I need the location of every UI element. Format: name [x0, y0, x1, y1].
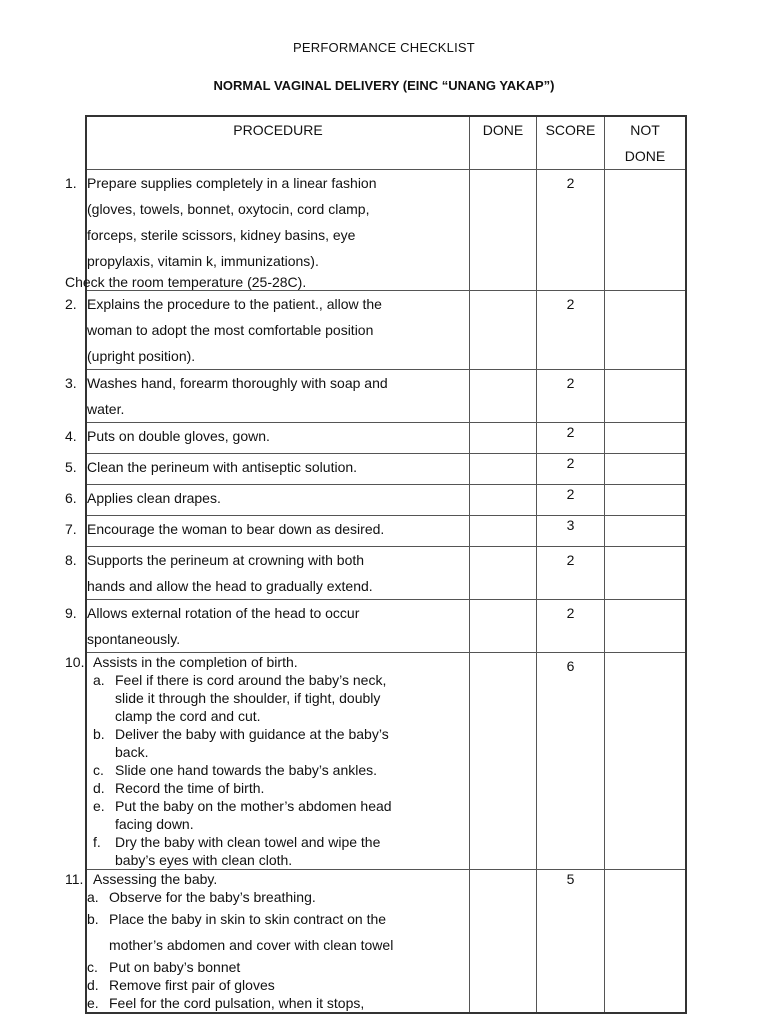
not-done-line-2: DONE — [624, 148, 666, 164]
score-cell: 3 — [537, 516, 605, 547]
not-done-cell[interactable] — [605, 600, 687, 653]
column-header-score: SCORE — [537, 116, 605, 170]
step-text: propylaxis, vitamin k, immunizations). — [87, 253, 319, 269]
sub-step: d. Record the time of birth. — [93, 780, 265, 796]
done-cell[interactable] — [470, 600, 537, 653]
table-row — [86, 653, 686, 870]
step-number: 11. — [65, 871, 84, 887]
procedure-cell — [65, 291, 470, 370]
not-done-cell[interactable] — [605, 291, 687, 370]
score-cell: 2 — [537, 423, 605, 454]
table-header-row — [86, 116, 686, 170]
table-row — [86, 870, 686, 1014]
step-number: 2. — [65, 296, 77, 312]
sub-step-list — [49, 888, 469, 1012]
step-text: Assists in the completion of birth. — [93, 654, 298, 670]
score-cell: 2 — [537, 170, 605, 291]
sub-step: a. Observe for the baby’s breathing. — [87, 889, 316, 905]
score-cell: 2 — [537, 600, 605, 653]
step-text: spontaneously. — [87, 631, 181, 647]
step-number: 5. — [65, 459, 77, 475]
procedure-cell — [65, 870, 470, 1014]
score-cell: 5 — [537, 870, 605, 1014]
score-cell: 2 — [537, 370, 605, 423]
column-header-procedure: PROCEDURE — [86, 116, 470, 170]
table-row — [86, 454, 686, 485]
procedure-cell — [65, 454, 470, 485]
done-cell[interactable] — [470, 170, 537, 291]
step-number: 8. — [65, 552, 77, 568]
step-number: 7. — [65, 521, 77, 537]
step-number: 3. — [65, 375, 77, 391]
score-cell: 2 — [537, 291, 605, 370]
step-text: (gloves, towels, bonnet, oxytocin, cord clamp, — [87, 201, 370, 217]
table-row — [86, 485, 686, 516]
done-cell[interactable] — [470, 454, 537, 485]
table-row — [86, 423, 686, 454]
step-text: water. — [87, 401, 125, 417]
step-text: hands and allow the head to gradually extend. — [87, 578, 373, 594]
step-text: Supports the perineum at crowning with both — [87, 552, 365, 568]
not-done-cell[interactable] — [605, 170, 687, 291]
procedure-cell — [65, 516, 470, 547]
step-number: 10. — [65, 654, 85, 670]
score-cell: 2 — [537, 547, 605, 600]
step-number: 6. — [65, 490, 77, 506]
score-cell: 2 — [537, 485, 605, 516]
sub-step: b. Deliver the baby with guidance at the baby’s back. — [93, 726, 389, 760]
sub-step: e. Put the baby on the mother’s abdomen head facing down. — [93, 798, 392, 832]
step-text: Prepare supplies completely in a linear fashion — [87, 175, 377, 191]
sub-step: d. Remove first pair of gloves — [87, 977, 275, 993]
step-text: Washes hand, forearm thoroughly with soap and — [87, 375, 388, 391]
done-cell[interactable] — [470, 291, 537, 370]
table-row — [86, 547, 686, 600]
sub-step: a. Feel if there is cord around the baby’s neck, slide it through the shoulder, if tight, doubly clamp the cord and cut. — [93, 672, 387, 724]
table-row — [86, 170, 686, 291]
step-text: Explains the procedure to the patient., allow the — [87, 296, 382, 312]
step-text: woman to adopt the most comfortable position — [87, 322, 374, 338]
done-cell[interactable] — [470, 485, 537, 516]
not-done-cell[interactable] — [605, 870, 687, 1014]
step-text: Applies clean drapes. — [87, 490, 221, 506]
procedure-cell — [65, 485, 470, 516]
step-number: 4. — [65, 428, 77, 444]
procedure-cell — [65, 423, 470, 454]
column-header-done: DONE — [470, 116, 537, 170]
not-done-cell[interactable] — [605, 454, 687, 485]
procedure-cell — [65, 370, 470, 423]
not-done-cell[interactable] — [605, 370, 687, 423]
table-row — [86, 370, 686, 423]
done-cell[interactable] — [470, 547, 537, 600]
done-cell[interactable] — [470, 516, 537, 547]
table-row — [86, 291, 686, 370]
step-text: Clean the perineum with antiseptic solution. — [87, 459, 358, 475]
column-header-not-done — [605, 116, 687, 170]
page-title: PERFORMANCE CHECKLIST — [293, 40, 475, 55]
done-cell[interactable] — [470, 423, 537, 454]
not-done-cell[interactable] — [605, 485, 687, 516]
step-text: Allows external rotation of the head to occur — [87, 605, 360, 621]
procedure-cell — [65, 170, 470, 291]
step-text: Encourage the woman to bear down as desired. — [87, 521, 385, 537]
not-done-cell[interactable] — [605, 423, 687, 454]
done-cell[interactable] — [470, 370, 537, 423]
table-row — [86, 600, 686, 653]
sub-step: c. Slide one hand towards the baby’s ankles. — [93, 762, 378, 778]
step-number: 1. — [65, 175, 77, 191]
sub-step: b. Place the baby in skin to skin contract on the mother’s abdomen and cover with clean towel — [87, 911, 394, 953]
not-done-cell[interactable] — [605, 653, 687, 870]
not-done-cell[interactable] — [605, 547, 687, 600]
step-text: Puts on double gloves, gown. — [87, 428, 270, 444]
score-cell: 6 — [537, 653, 605, 870]
not-done-cell[interactable] — [605, 516, 687, 547]
score-cell: 2 — [537, 454, 605, 485]
sub-step-list — [49, 671, 469, 869]
checklist-table — [65, 115, 687, 1014]
done-cell[interactable] — [470, 870, 537, 1014]
step-text: forceps, sterile scissors, kidney basins, eye — [87, 227, 356, 243]
step-text: Check the room temperature (25-28C). — [65, 274, 307, 290]
not-done-line-1: NOT — [630, 122, 660, 138]
step-text: (upright position). — [87, 348, 196, 364]
sub-step: f. Dry the baby with clean towel and wipe the baby’s eyes with clean cloth. — [93, 834, 381, 868]
step-text: Assessing the baby. — [93, 871, 218, 887]
page-subtitle: NORMAL VAGINAL DELIVERY (EINC “UNANG YAKAP”) — [213, 78, 555, 93]
sub-step: e. Feel for the cord pulsation, when it stops, — [87, 995, 365, 1011]
sub-step: c. Put on baby’s bonnet — [87, 959, 241, 975]
done-cell[interactable] — [470, 653, 537, 870]
step-number: 9. — [65, 605, 77, 621]
procedure-cell — [65, 600, 470, 653]
procedure-cell — [65, 547, 470, 600]
table-row — [86, 516, 686, 547]
procedure-cell — [65, 653, 470, 870]
